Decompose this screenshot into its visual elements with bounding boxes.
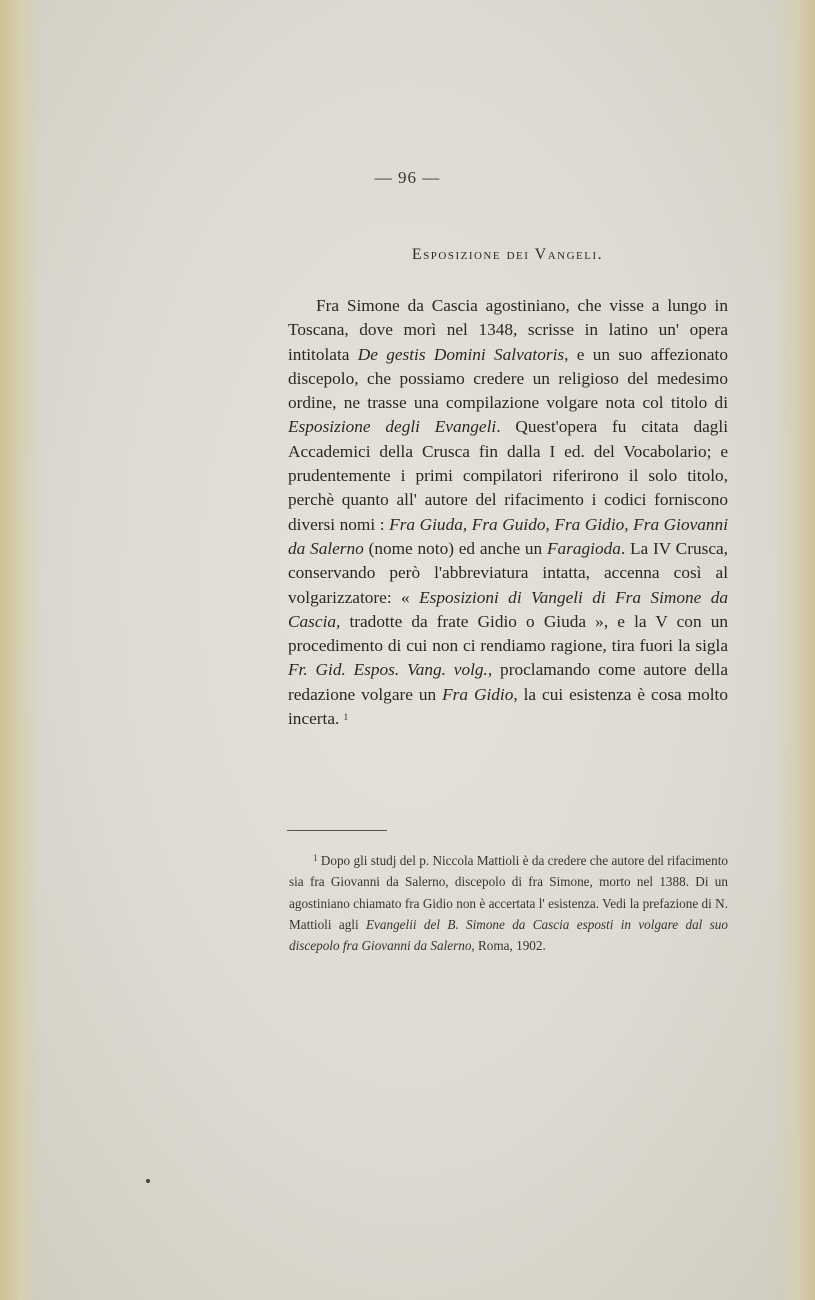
author-name: Faragioda xyxy=(546,538,621,558)
body-text-run: (nome noto) ed anche un xyxy=(363,538,547,558)
footnote-paragraph xyxy=(289,850,728,956)
work-title: Esposizione degli Evangeli xyxy=(288,417,497,437)
page-edge-left xyxy=(0,0,40,1300)
footnote-text: Dopo gli studj del p. Niccola Mattioli è da credere che autore del rifacimento sia fra Giovanni da Salerno, discepolo di fra Simone, morto nel 1388. Di un agostiniano chiamato fra Gidio non è accertata l' esistenza. Vedi la prefazione di N. Mattioli agli xyxy=(289,853,728,932)
page-number: — 96 — xyxy=(374,168,441,187)
footnote-reference[interactable]: 1 xyxy=(343,712,349,723)
body-text-run: , la cui esistenza è cosa molto incerta. xyxy=(288,684,728,729)
author-name: Fra Gidio xyxy=(442,684,514,704)
abbreviation: Fr. Gid. Espos. Vang. volg. xyxy=(288,660,488,680)
work-title: De gestis Domini Salvatoris xyxy=(357,344,565,364)
footnote-marker: 1 xyxy=(313,853,318,863)
body-text xyxy=(288,294,728,731)
quoted-title: Esposizioni di Vangeli di Fra Simone da Cascia, xyxy=(288,587,728,631)
page-edge-right xyxy=(775,0,815,1300)
body-text-run: . Quest'opera fu citata dagli Accademici della Crusca fin dalla I ed. del Vocabolario; e prudentemente i primi compilatori riferirono il solo titolo, perchè quanto all' autore del rifacimento i codici forniscono diversi nomi : xyxy=(288,417,728,534)
body-text-run: . La IV Crusca, conservando però l'abbreviatura intatta, accenna così al volgarizzatore: « xyxy=(288,538,728,607)
footnote-text: , Roma, 1902. xyxy=(471,938,546,954)
ink-speck xyxy=(146,1179,150,1183)
section-heading: Esposizione dei Vangeli. xyxy=(411,246,604,263)
body-text-run: Fra Simone da Cascia agostiniano, che visse a lungo in Toscana, dove morì nel 1348, scrisse in latino un' opera intitolata xyxy=(288,296,728,364)
body-text-run: tradotte da frate Gidio o Giuda », e la V con un procedimento di cui non ci rendiamo ragione, tira fuori la sigla xyxy=(288,611,728,656)
author-names: Fra Giuda, Fra Guido, Fra Gidio, Fra Giovanni da Salerno xyxy=(288,514,728,558)
footnote-rule xyxy=(287,830,387,831)
body-text-run: , e un suo affezionato discepolo, che possiamo credere un religioso del medesimo ordine, ne trasse una compilazione volgare nota col titolo di xyxy=(288,344,728,413)
body-text-run: , proclamando come autore della redazione volgare un xyxy=(288,660,728,704)
body-paragraph xyxy=(288,294,728,731)
cited-work-title: Evangelii del B. Simone da Cascia esposti in volgare dal suo discepolo fra Giovanni da Salerno xyxy=(289,916,728,954)
footnote xyxy=(289,850,728,956)
